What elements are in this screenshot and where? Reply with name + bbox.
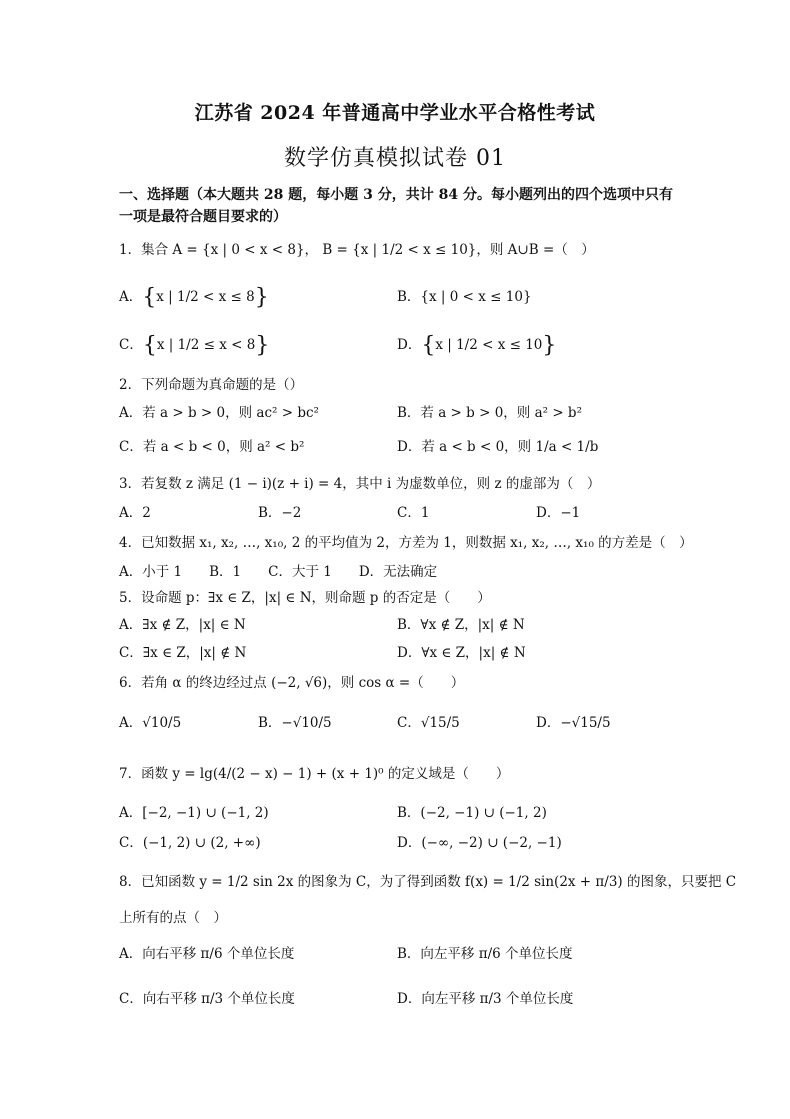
exam-title: 江苏省 2024 年普通高中学业水平合格性考试 xyxy=(194,102,596,124)
question-4-options[interactable]: A．小于 1 B．1 C．大于 1 D．无法确定 xyxy=(119,564,438,580)
question-1-option-d[interactable]: D．{x | 1/2 < x ≤ 10} xyxy=(397,333,557,358)
question-1-option-b[interactable]: B．{x | 0 < x ≤ 10} xyxy=(397,289,532,305)
question-3-option-d[interactable]: D．−1 xyxy=(536,505,581,521)
question-5-stem: 5．设命题 p：∃x ∈ Z，|x| ∈ N，则命题 p 的否定是（ ） xyxy=(119,590,491,606)
question-2-option-a[interactable]: A．若 a > b > 0，则 ac² > bc² xyxy=(119,405,319,421)
question-6-option-d[interactable]: D．−√15/5 xyxy=(536,715,611,731)
question-8-stem: 8．已知函数 y = 1/2 sin 2x 的图象为 C，为了得到函数 f(x) = 1/2 sin(2x + π/3) 的图象，只要把 C xyxy=(119,874,737,890)
question-7-option-b[interactable]: B．(−2, −1) ∪ (−1, 2) xyxy=(397,805,547,821)
question-2-option-d[interactable]: D．若 a < b < 0，则 1/a < 1/b xyxy=(397,439,599,455)
question-8-option-c[interactable]: C．向右平移 π/3 个单位长度 xyxy=(119,991,295,1007)
question-7-option-d[interactable]: D．(−∞, −2) ∪ (−2, −1) xyxy=(397,835,562,851)
question-5-option-a[interactable]: A．∃x ∉ Z，|x| ∈ N xyxy=(119,617,246,633)
question-8-stem-continued: 上所有的点（ ） xyxy=(119,910,227,926)
question-6-stem: 6．若角 α 的终边经过点 (−2, √6)，则 cos α =（ ） xyxy=(119,675,465,691)
question-4-stem: 4．已知数据 x₁, x₂, …, x₁₀, 2 的平均值为 2，方差为 1，则数据 x₁, x₂, …, x₁₀ 的方差是（ ） xyxy=(119,535,693,551)
question-6-option-b[interactable]: B．−√10/5 xyxy=(258,715,332,731)
section-heading: 一、选择题（本大题共 28 题，每小题 3 分，共计 84 分。每小题列出的四个选项中只有一项是最符合题目要求的） xyxy=(119,187,673,225)
question-8-option-b[interactable]: B．向左平移 π/6 个单位长度 xyxy=(397,946,573,962)
question-5-option-c[interactable]: C．∃x ∈ Z，|x| ∉ N xyxy=(119,645,247,661)
question-1-stem: 1．集合 A = {x | 0 < x < 8}， B = {x | 1/2 < x ≤ 10}，则 A∪B =（ ） xyxy=(119,242,595,258)
exam-subtitle: 数学仿真模拟试卷 01 xyxy=(284,146,506,171)
question-7-option-a[interactable]: A．[−2, −1) ∪ (−1, 2) xyxy=(119,805,269,821)
question-1-option-c[interactable]: C．{x | 1/2 ≤ x < 8} xyxy=(119,333,270,358)
question-2-option-c[interactable]: C．若 a < b < 0，则 a² < b² xyxy=(119,439,305,455)
question-7-stem: 7．函数 y = lg(4/(2 − x) − 1) + (x + 1)⁰ 的定义域是（ ） xyxy=(119,766,510,782)
question-3-option-b[interactable]: B．−2 xyxy=(258,505,302,521)
question-2-option-b[interactable]: B．若 a > b > 0，则 a² > b² xyxy=(397,405,582,421)
question-3-stem: 3．若复数 z 满足 (1 − i)(z + i) = 4，其中 i 为虚数单位，则 z 的虚部为（ ） xyxy=(119,476,601,492)
question-2-stem: 2．下列命题为真命题的是（） xyxy=(119,377,304,393)
question-3-option-a[interactable]: A．2 xyxy=(119,505,151,521)
question-3-option-c[interactable]: C．1 xyxy=(397,505,430,521)
question-8-option-a[interactable]: A．向右平移 π/6 个单位长度 xyxy=(119,946,295,962)
question-6-option-a[interactable]: A．√10/5 xyxy=(119,715,182,731)
question-5-option-d[interactable]: D．∀x ∈ Z，|x| ∉ N xyxy=(397,645,526,661)
question-1-option-a[interactable]: A．{x | 1/2 < x ≤ 8} xyxy=(119,285,269,310)
question-6-option-c[interactable]: C．√15/5 xyxy=(397,715,460,731)
question-7-option-c[interactable]: C．(−1, 2) ∪ (2, +∞) xyxy=(119,835,261,851)
question-8-option-d[interactable]: D．向左平移 π/3 个单位长度 xyxy=(397,991,574,1007)
question-5-option-b[interactable]: B．∀x ∉ Z，|x| ∉ N xyxy=(397,617,525,633)
